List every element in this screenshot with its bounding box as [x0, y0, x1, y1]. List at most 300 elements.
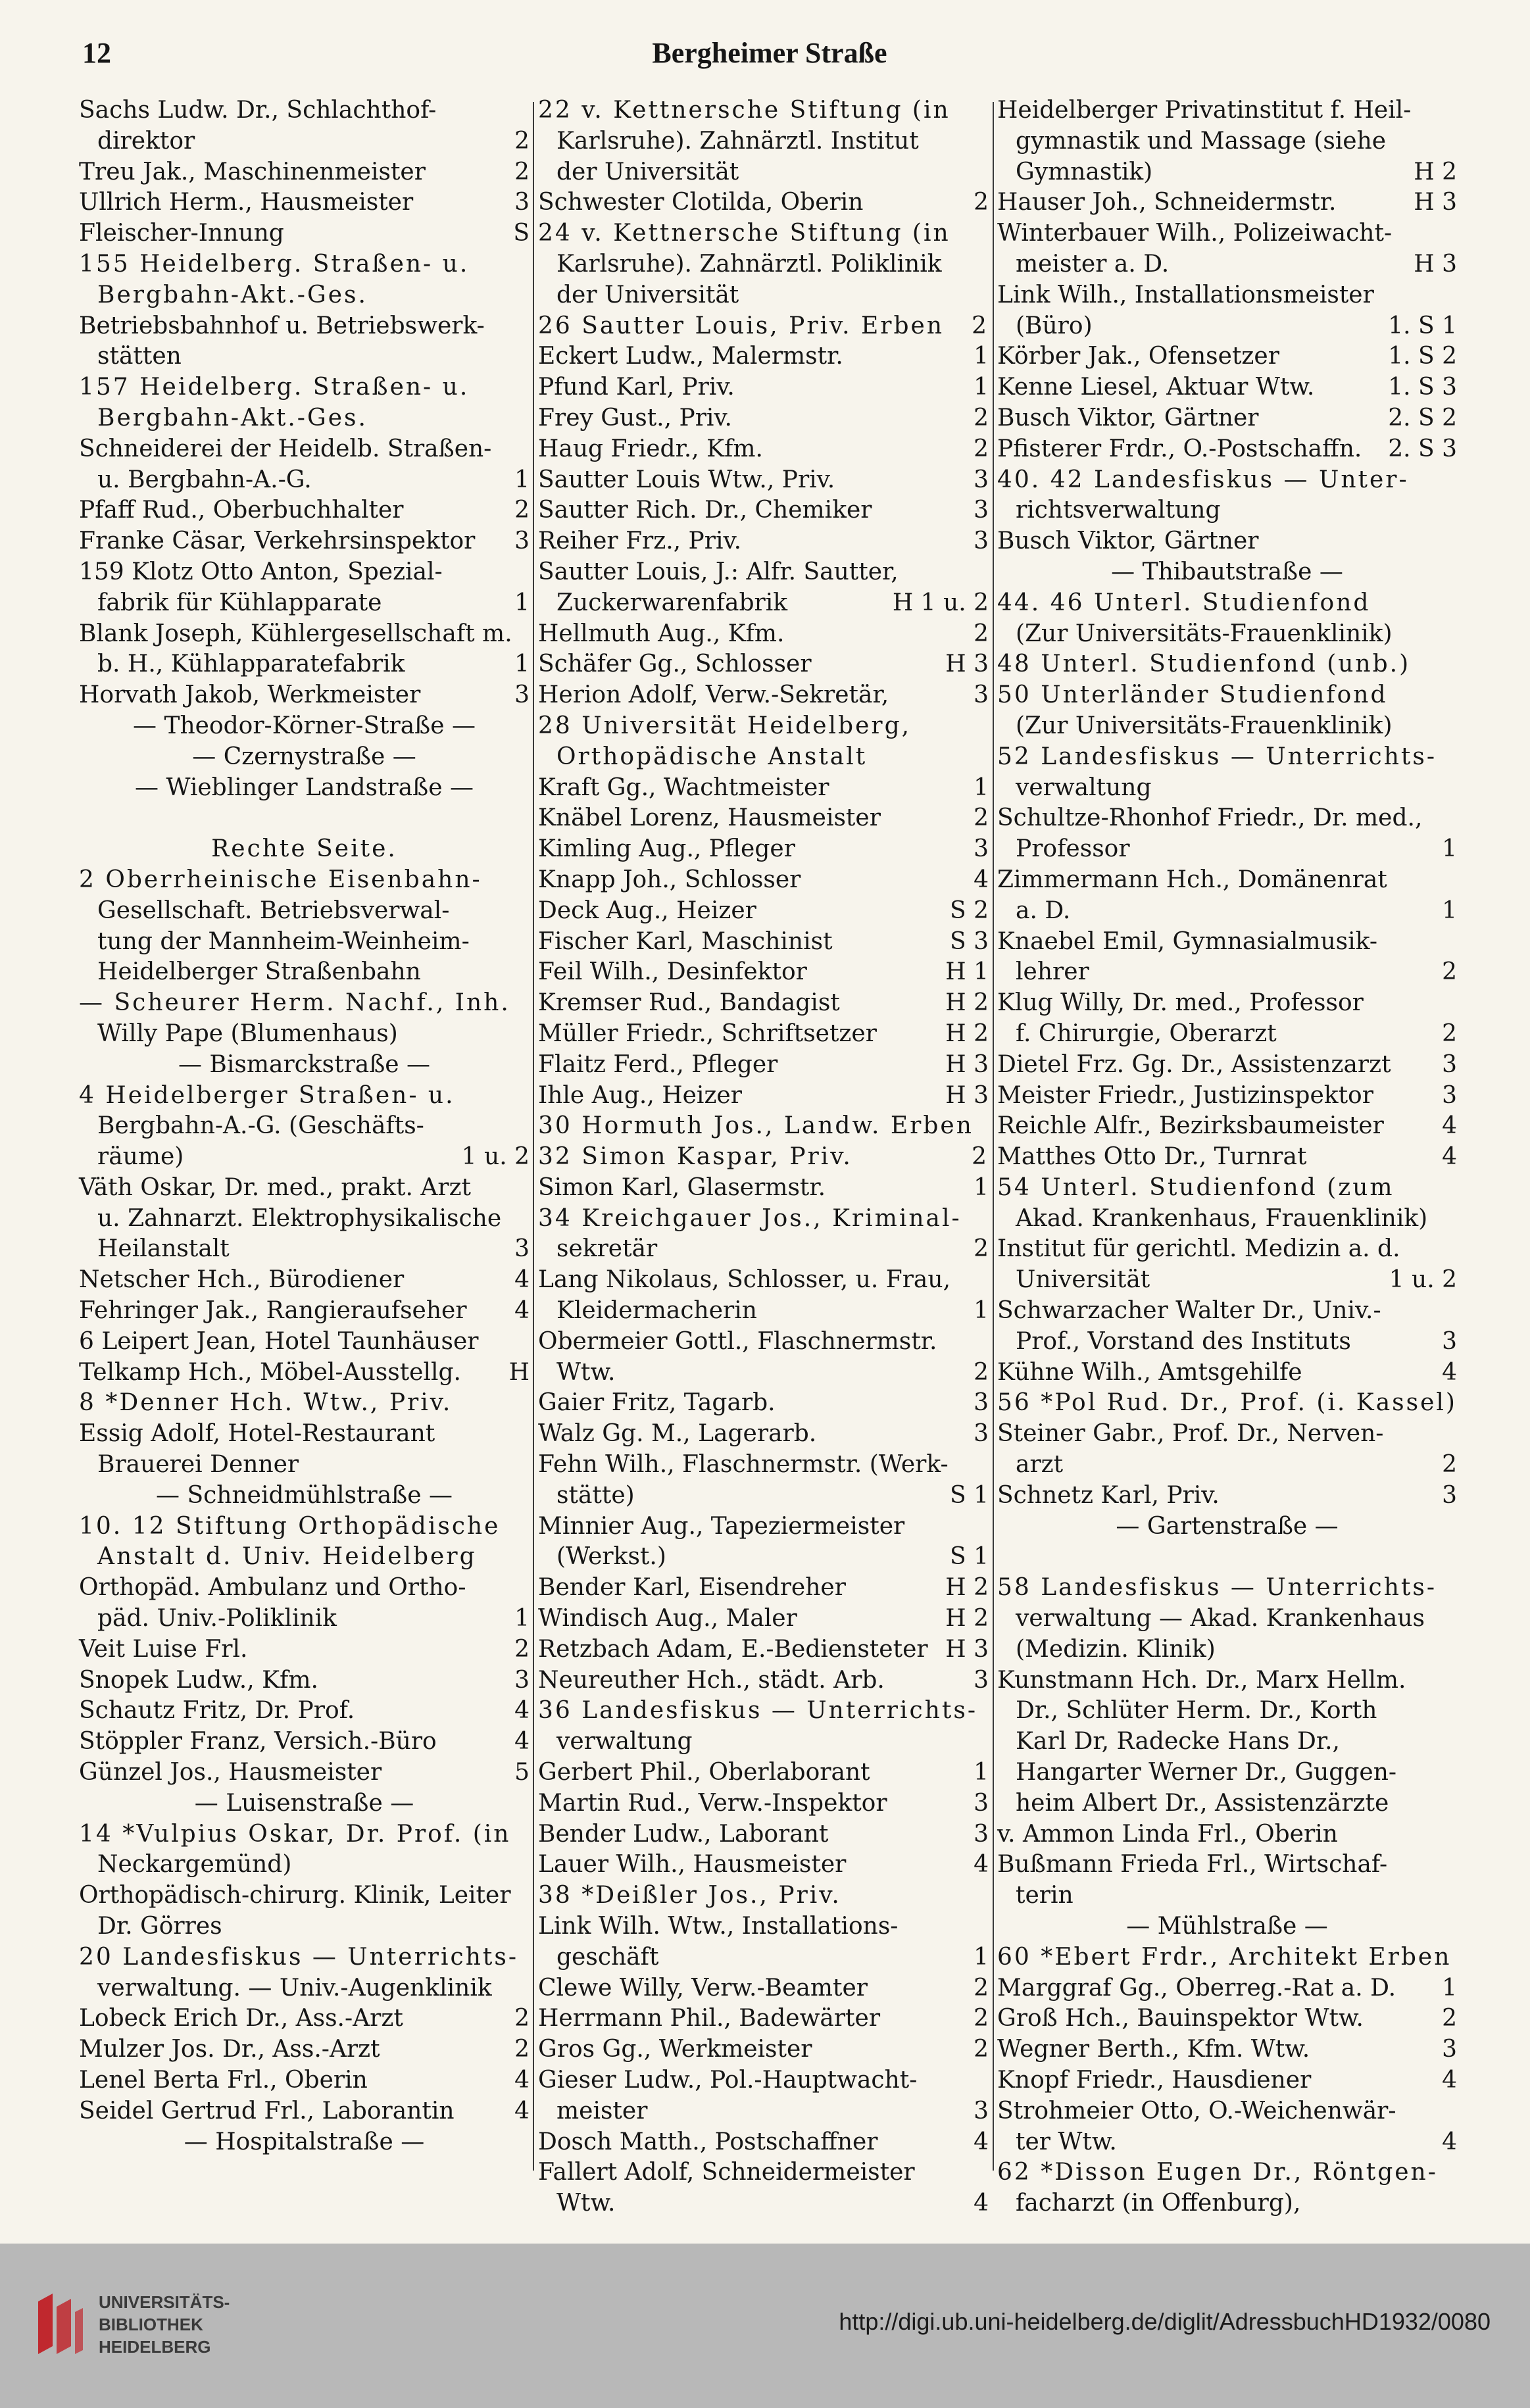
entry-text: arzt: [1016, 1451, 1064, 1479]
floor-number: 2: [514, 1635, 530, 1663]
floor-number: 3: [974, 2097, 989, 2125]
entry-text: 48 Unterl. Studienfond (unb.): [997, 651, 1411, 678]
directory-line: [79, 1542, 530, 1573]
entry-text: Marggraf Gg., Oberreg.-Rat a. D.: [997, 1974, 1396, 2002]
directory-line: [997, 1327, 1457, 1358]
entry-text: Schwester Clotilda, Oberin: [538, 189, 864, 216]
directory-line: [538, 803, 989, 834]
entry-text: Körber Jak., Ofensetzer: [997, 343, 1279, 370]
directory-line: [997, 773, 1457, 804]
directory-line: [538, 2127, 989, 2158]
floor-number: 1 u. 2: [1389, 1266, 1457, 1294]
directory-line: [997, 1234, 1457, 1265]
directory-line: [79, 1573, 530, 1604]
entry-text: Väth Oskar, Dr. med., prakt. Arzt: [79, 1173, 472, 1201]
entry-text: Professor: [1016, 835, 1130, 863]
entry-text: 60 *Ebert Frdr., Architekt Erben: [997, 1943, 1452, 1971]
entry-text: Clewe Willy, Verw.-Beamter: [538, 1974, 868, 2002]
directory-line: [997, 1850, 1457, 1880]
entry-text: Groß Hch., Bauinspektor Wtw.: [997, 2005, 1364, 2032]
entry-text: stätten: [97, 343, 182, 370]
entry-text: Sachs Ludw. Dr., Schlachthof-: [79, 97, 437, 124]
entry-text: Horvath Jakob, Werkmeister: [79, 681, 421, 709]
floor-number: H 3: [945, 1635, 989, 1663]
entry-text: — Thibautstraße —: [1111, 558, 1343, 585]
floor-number: 4: [514, 1297, 530, 1325]
directory-line: [997, 2188, 1457, 2219]
entry-text: Kunstmann Hch. Dr., Marx Hellm.: [997, 1666, 1406, 1694]
floor-number: 2. S 2: [1388, 404, 1457, 431]
directory-line: [79, 249, 530, 280]
entry-text: Busch Viktor, Gärtner: [997, 528, 1259, 555]
directory-line: [997, 280, 1457, 311]
entry-text: Retzbach Adam, E.-Bediensteter: [538, 1635, 928, 1663]
floor-number: 3: [974, 1789, 989, 1817]
directory-line: [79, 1634, 530, 1665]
entry-text: richtsverwaltung: [1016, 497, 1221, 524]
directory-line: [538, 1542, 989, 1573]
directory-line: [538, 588, 989, 619]
directory-line: [538, 2188, 989, 2219]
floor-number: 2: [974, 2005, 989, 2032]
entry-text: Schäfer Gg., Schlosser: [538, 651, 812, 678]
directory-line: [997, 465, 1457, 496]
entry-text: 20 Landesfiskus — Unterrichts-: [79, 1943, 518, 1971]
directory-line: [79, 1880, 530, 1911]
floor-number: 1: [1442, 1974, 1457, 2002]
directory-line: [79, 1111, 530, 1142]
entry-text: Bergbahn-Akt.-Ges.: [97, 404, 368, 431]
directory-line: [538, 2065, 989, 2096]
directory-line: [79, 1388, 530, 1419]
directory-line: [79, 1419, 530, 1450]
directory-line: [538, 1265, 989, 1296]
directory-line: [538, 1757, 989, 1788]
directory-line: [997, 1665, 1457, 1696]
entry-text: Mulzer Jos. Dr., Ass.-Arzt: [79, 2036, 380, 2063]
directory-line: [79, 865, 530, 896]
floor-number: S 3: [949, 927, 989, 955]
entry-text: 30 Hormuth Jos., Landw. Erben: [538, 1112, 974, 1140]
entry-text: Lang Nikolaus, Schlosser, u. Frau,: [538, 1266, 951, 1294]
directory-line: [538, 1511, 989, 1542]
directory-line: [997, 865, 1457, 896]
floor-number: 5: [514, 1759, 530, 1786]
entry-text: Bergbahn-Akt.-Ges.: [97, 281, 368, 308]
entry-text: 32 Simon Kaspar, Priv.: [538, 1143, 852, 1171]
entry-text: Netscher Hch., Bürodiener: [79, 1266, 405, 1294]
directory-line: [538, 249, 989, 280]
directory-line: [79, 1850, 530, 1880]
entry-text: 38 *Deißler Jos., Priv.: [538, 1882, 841, 1909]
floor-number: 4: [1442, 1143, 1457, 1171]
entry-text: Sautter Rich. Dr., Chemiker: [538, 497, 872, 524]
entry-text: Herion Adolf, Verw.-Sekretär,: [538, 681, 889, 709]
directory-line: [997, 1358, 1457, 1388]
directory-line: [79, 403, 530, 434]
entry-text: Lenel Berta Frl., Oberin: [79, 2067, 368, 2094]
entry-text: Fischer Karl, Maschinist: [538, 927, 833, 955]
entry-text: Schnetz Karl, Priv.: [997, 1481, 1220, 1509]
entry-text: Knaebel Emil, Gymnasialmusik-: [997, 927, 1377, 955]
entry-text: Strohmeier Otto, O.-Weichenwär-: [997, 2097, 1396, 2125]
entry-text: 40. 42 Landesfiskus — Unter-: [997, 466, 1409, 493]
directory-line: [79, 1204, 530, 1235]
entry-text: Essig Adolf, Hotel-Restaurant: [79, 1420, 435, 1448]
directory-line: [997, 1111, 1457, 1142]
entry-text: 22 v. Kettnersche Stiftung (in: [538, 97, 950, 124]
directory-line: [997, 1880, 1457, 1911]
directory-line: [79, 649, 530, 680]
column-1-list: [79, 95, 530, 2157]
floor-number: 4: [974, 2190, 989, 2217]
directory-line: [79, 680, 530, 711]
directory-line: [997, 711, 1457, 742]
entry-text: — Hospitalstraße —: [184, 2128, 425, 2155]
entry-text: Heidelberger Privatinstitut f. Heil-: [997, 97, 1412, 124]
directory-line: [997, 1788, 1457, 1819]
entry-text: (Büro): [1016, 312, 1093, 339]
entry-text: Franke Cäsar, Verkehrsinspektor: [79, 528, 476, 555]
directory-line: [997, 988, 1457, 1019]
directory-line: [538, 1665, 989, 1696]
entry-text: Blank Joseph, Kühlergesellschaft m.: [79, 620, 512, 647]
directory-line: [997, 1142, 1457, 1173]
directory-line: [538, 1819, 989, 1850]
entry-text: Fallert Adolf, Schneidermeister: [538, 2159, 915, 2186]
directory-line: [538, 988, 989, 1019]
floor-number: H 3: [945, 651, 989, 678]
floor-number: 2: [974, 435, 989, 462]
source-url-link[interactable]: http://digi.ub.uni-heidelberg.de/diglit/AdressbuchHD1932/0080: [839, 2308, 1491, 2335]
entry-text: 8 *Denner Hch. Wtw., Priv.: [79, 1389, 453, 1417]
directory-line: [997, 95, 1457, 126]
floor-number: 3: [974, 1389, 989, 1417]
entry-text: 2 Oberrheinische Eisenbahn-: [79, 866, 482, 893]
library-logo[interactable]: [33, 2283, 309, 2369]
floor-number: 3: [1442, 1050, 1457, 1078]
entry-text: Frey Gust., Priv.: [538, 404, 732, 431]
floor-number: 3: [1442, 2036, 1457, 2063]
entry-text: Prof., Vorstand des Instituts: [1016, 1327, 1351, 1355]
digitization-footer: [0, 2244, 1530, 2408]
entry-text: Martin Rud., Verw.-Inspektor: [538, 1789, 887, 1817]
directory-line: [79, 896, 530, 927]
entry-text: Institut für gerichtl. Medizin a. d.: [997, 1235, 1400, 1263]
entry-text: Pfund Karl, Priv.: [538, 374, 735, 401]
directory-line: [538, 95, 989, 126]
logo-line: BIBLIOTHEK: [99, 2315, 203, 2334]
entry-text: Ihle Aug., Heizer: [538, 1081, 742, 1109]
entry-text: u. Zahnarzt. Elektrophysikalische: [97, 1204, 502, 1232]
directory-line: [79, 1973, 530, 2004]
directory-line: [79, 1173, 530, 1204]
directory-line: [79, 1604, 530, 1634]
street-heading: [79, 711, 530, 742]
entry-text: meister a. D.: [1016, 250, 1170, 278]
floor-number: 3: [974, 466, 989, 493]
entry-text: geschäft: [556, 1943, 659, 1971]
page-header: [82, 36, 1457, 82]
directory-line: [538, 526, 989, 557]
entry-text: — Gartenstraße —: [1116, 1512, 1339, 1540]
street-heading: [79, 1788, 530, 1819]
entry-text: der Universität: [556, 281, 739, 308]
entry-text: 56 *Pol Rud. Dr., Prof. (i. Kassel): [997, 1389, 1457, 1417]
directory-line: [997, 588, 1457, 619]
entry-text: Gymnastik): [1016, 158, 1153, 185]
directory-line: [538, 2096, 989, 2127]
floor-number: H 3: [1414, 250, 1457, 278]
entry-text: Stöppler Franz, Versich.-Büro: [79, 1728, 437, 1756]
floor-number: 3: [974, 528, 989, 555]
directory-line: [538, 1788, 989, 1819]
directory-line: [538, 187, 989, 218]
floor-number: S 2: [949, 897, 989, 924]
entry-text: 50 Unterländer Studienfond: [997, 681, 1388, 709]
entry-text: Brauerei Denner: [97, 1451, 299, 1479]
floor-number: 4: [1442, 2067, 1457, 2094]
directory-line: [79, 803, 530, 834]
entry-text: Fehn Wilh., Flaschnermstr. (Werk-: [538, 1451, 949, 1479]
entry-text: fabrik für Kühlapparate: [97, 589, 382, 616]
entry-text: — Wieblinger Landstraße —: [135, 774, 474, 801]
floor-number: 3: [514, 681, 530, 709]
directory-line: [79, 187, 530, 218]
entry-text: — Mühlstraße —: [1126, 1913, 1328, 1940]
entry-text: Gaier Fritz, Tagarb.: [538, 1389, 776, 1417]
directory-line: [538, 1296, 989, 1327]
directory-line: [538, 1050, 989, 1081]
floor-number: 2: [1442, 958, 1457, 986]
column-1: [79, 95, 530, 2190]
floor-number: 2: [1442, 1451, 1457, 1479]
floor-number: 1: [974, 1297, 989, 1325]
entry-text: Orthopäd. Ambulanz und Ortho-: [79, 1574, 466, 1602]
entry-text: Hangarter Werner Dr., Guggen-: [1016, 1759, 1397, 1786]
floor-number: 4: [514, 1697, 530, 1725]
directory-line: [997, 187, 1457, 218]
directory-line: [997, 1942, 1457, 1973]
directory-line: [997, 2096, 1457, 2127]
entry-text: (Medizin. Klinik): [1016, 1635, 1216, 1663]
directory-line: [997, 495, 1457, 526]
entry-text: Kimling Aug., Pfleger: [538, 835, 795, 863]
entry-text: (Zur Universitäts-Frauenklinik): [1016, 712, 1393, 739]
floor-number: 2: [974, 2036, 989, 2063]
floor-number: H: [508, 1358, 530, 1386]
entry-text: Kraft Gg., Wachtmeister: [538, 774, 829, 801]
entry-text: Rechte Seite.: [211, 835, 397, 863]
entry-text: Bußmann Frieda Frl., Wirtschaf-: [997, 1851, 1388, 1879]
entry-text: Orthopädisch-chirurg. Klinik, Leiter: [79, 1882, 511, 1909]
entry-text: Dosch Matth., Postschaffner: [538, 2128, 878, 2155]
street-heading: [79, 1050, 530, 1081]
floor-number: S 1: [949, 1481, 989, 1509]
entry-text: heim Albert Dr., Assistenzärzte: [1016, 1789, 1389, 1817]
floor-number: 1: [974, 374, 989, 401]
entry-text: Flaitz Ferd., Pfleger: [538, 1050, 778, 1078]
directory-line: [79, 1358, 530, 1388]
directory-line: [79, 1234, 530, 1265]
directory-line: [538, 1142, 989, 1173]
directory-line: [997, 2157, 1457, 2188]
floor-number: 2: [974, 189, 989, 216]
entry-text: Dr. Görres: [97, 1913, 222, 1940]
entry-text: 4 Heidelberger Straßen- u.: [79, 1081, 455, 1109]
directory-line: [79, 1911, 530, 1942]
floor-number: 1. S 1: [1388, 312, 1457, 339]
entry-text: Lauer Wilh., Hausmeister: [538, 1851, 847, 1879]
entry-text: — Schneidmühlstraße —: [156, 1481, 453, 1509]
directory-line: [79, 495, 530, 526]
directory-line: [79, 157, 530, 188]
directory-line: [79, 1142, 530, 1173]
entry-text: — Czernystraße —: [192, 743, 416, 770]
entry-text: 34 Kreichgauer Jos., Kriminal-: [538, 1204, 962, 1232]
floor-number: H 1: [945, 958, 989, 986]
directory-line: [997, 218, 1457, 249]
floor-number: 1: [1442, 835, 1457, 863]
entry-text: Simon Karl, Glasermstr.: [538, 1173, 826, 1201]
directory-line: [79, 1327, 530, 1358]
directory-line: [538, 1081, 989, 1112]
directory-line: [538, 1173, 989, 1204]
floor-number: 1: [514, 466, 530, 493]
directory-line: [997, 1265, 1457, 1296]
floor-number: 1. S 2: [1388, 343, 1457, 370]
entry-text: meister: [556, 2097, 648, 2125]
floor-number: 4: [514, 2097, 530, 2125]
directory-line: [538, 711, 989, 742]
floor-number: S 1: [949, 1543, 989, 1571]
directory-line: [538, 1481, 989, 1511]
directory-line: [538, 927, 989, 958]
directory-line: [538, 1450, 989, 1481]
directory-line: [997, 649, 1457, 680]
directory-line: [538, 2157, 989, 2188]
floor-number: 2: [972, 1143, 989, 1171]
floor-number: 3: [1442, 1481, 1457, 1509]
directory-line: [538, 2003, 989, 2034]
entry-text: Kenne Liesel, Aktuar Wtw.: [997, 374, 1315, 401]
directory-line: [538, 1604, 989, 1634]
entry-text: Knopf Friedr., Hausdiener: [997, 2067, 1312, 2094]
floor-number: H 2: [945, 1605, 989, 1633]
directory-line: [538, 372, 989, 403]
entry-text: 62 *Disson Eugen Dr., Röntgen-: [997, 2159, 1438, 2186]
floor-number: 4: [514, 1728, 530, 1756]
floor-number: 1: [1442, 897, 1457, 924]
directory-line: [997, 1296, 1457, 1327]
directory-line: [538, 1911, 989, 1942]
directory-line: [538, 1973, 989, 2004]
entry-text: 157 Heidelberg. Straßen- u.: [79, 374, 470, 401]
entry-text: 155 Heidelberg. Straßen- u.: [79, 250, 470, 278]
entry-text: 159 Klotz Otto Anton, Spezial-: [79, 558, 443, 585]
floor-number: 1: [974, 1943, 989, 1971]
entry-text: Walz Gg. M., Lagerarb.: [538, 1420, 817, 1448]
entry-text: 44. 46 Unterl. Studienfond: [997, 589, 1371, 616]
entry-text: Schneiderei der Heidelb. Straßen-: [79, 435, 492, 462]
entry-text: Windisch Aug., Maler: [538, 1605, 797, 1633]
directory-line: [538, 680, 989, 711]
entry-text: (Werkst.): [556, 1543, 666, 1571]
directory-line: [538, 957, 989, 988]
entry-text: Betriebsbahnhof u. Betriebswerk-: [79, 312, 485, 339]
entry-text: Pfaff Rud., Oberbuchhalter: [79, 497, 404, 524]
directory-line: [538, 649, 989, 680]
directory-line: [538, 280, 989, 311]
entry-text: Schultze-Rhonhof Friedr., Dr. med.,: [997, 804, 1423, 832]
directory-line: [538, 1942, 989, 1973]
floor-number: 3: [974, 1820, 989, 1848]
library-logo-text: [99, 2291, 230, 2358]
directory-line: [538, 341, 989, 372]
floor-number: 4: [974, 2128, 989, 2155]
directory-line: [79, 1696, 530, 1727]
floor-number: 2: [972, 312, 989, 339]
entry-text: 6 Leipert Jean, Hotel Taunhäuser: [79, 1327, 479, 1355]
floor-number: 1: [514, 1605, 530, 1633]
floor-number: 3: [974, 835, 989, 863]
entry-text: Neckargemünd): [97, 1851, 292, 1879]
entry-text: Kleidermacherin: [556, 1297, 757, 1325]
floor-number: H 2: [1414, 158, 1457, 185]
floor-number: 2. S 3: [1388, 435, 1457, 462]
floor-number: 1: [514, 589, 530, 616]
floor-number: 2: [974, 1974, 989, 2002]
directory-line: [79, 1757, 530, 1788]
entry-text: 52 Landesfiskus — Unterrichts-: [997, 743, 1437, 770]
directory-line: [538, 1573, 989, 1604]
directory-line: [997, 1419, 1457, 1450]
entry-text: Steiner Gabr., Prof. Dr., Nerven-: [997, 1420, 1384, 1448]
entry-text: verwaltung — Akad. Krankenhaus: [1016, 1605, 1425, 1633]
entry-text: u. Bergbahn-A.-G.: [97, 466, 312, 493]
floor-number: 3: [514, 1235, 530, 1263]
directory-line: [538, 1204, 989, 1235]
directory-line: [538, 126, 989, 157]
directory-line: [997, 619, 1457, 650]
floor-number: 3: [514, 528, 530, 555]
directory-line: [79, 619, 530, 650]
directory-line: [79, 218, 530, 249]
entry-text: verwaltung: [556, 1728, 693, 1756]
entry-text: direktor: [97, 127, 195, 155]
directory-line: [538, 834, 989, 865]
logo-line: HEIDELBERG: [99, 2337, 211, 2357]
floor-number: 2: [1442, 2005, 1457, 2032]
street-heading: [79, 742, 530, 773]
directory-line: [997, 372, 1457, 403]
directory-line: [538, 1388, 989, 1419]
directory-line: [79, 526, 530, 557]
entry-text: Pfisterer Frdr., O.-Postschaffn.: [997, 435, 1362, 462]
entry-text: Sautter Louis, J.: Alfr. Sautter,: [538, 558, 899, 585]
directory-line: [538, 434, 989, 465]
entry-text: Dietel Frz. Gg. Dr., Assistenzarzt: [997, 1050, 1391, 1078]
directory-line: [538, 1358, 989, 1388]
entry-text: Meister Friedr., Justizinspektor: [997, 1081, 1373, 1109]
floor-number: 2: [514, 2005, 530, 2032]
entry-text: lehrer: [1016, 958, 1089, 986]
street-heading: [997, 1511, 1457, 1542]
directory-line: [997, 1019, 1457, 1050]
entry-text: v. Ammon Linda Frl., Oberin: [997, 1820, 1338, 1848]
directory-line: [538, 1019, 989, 1050]
entry-text: päd. Univ.-Poliklinik: [97, 1605, 337, 1633]
